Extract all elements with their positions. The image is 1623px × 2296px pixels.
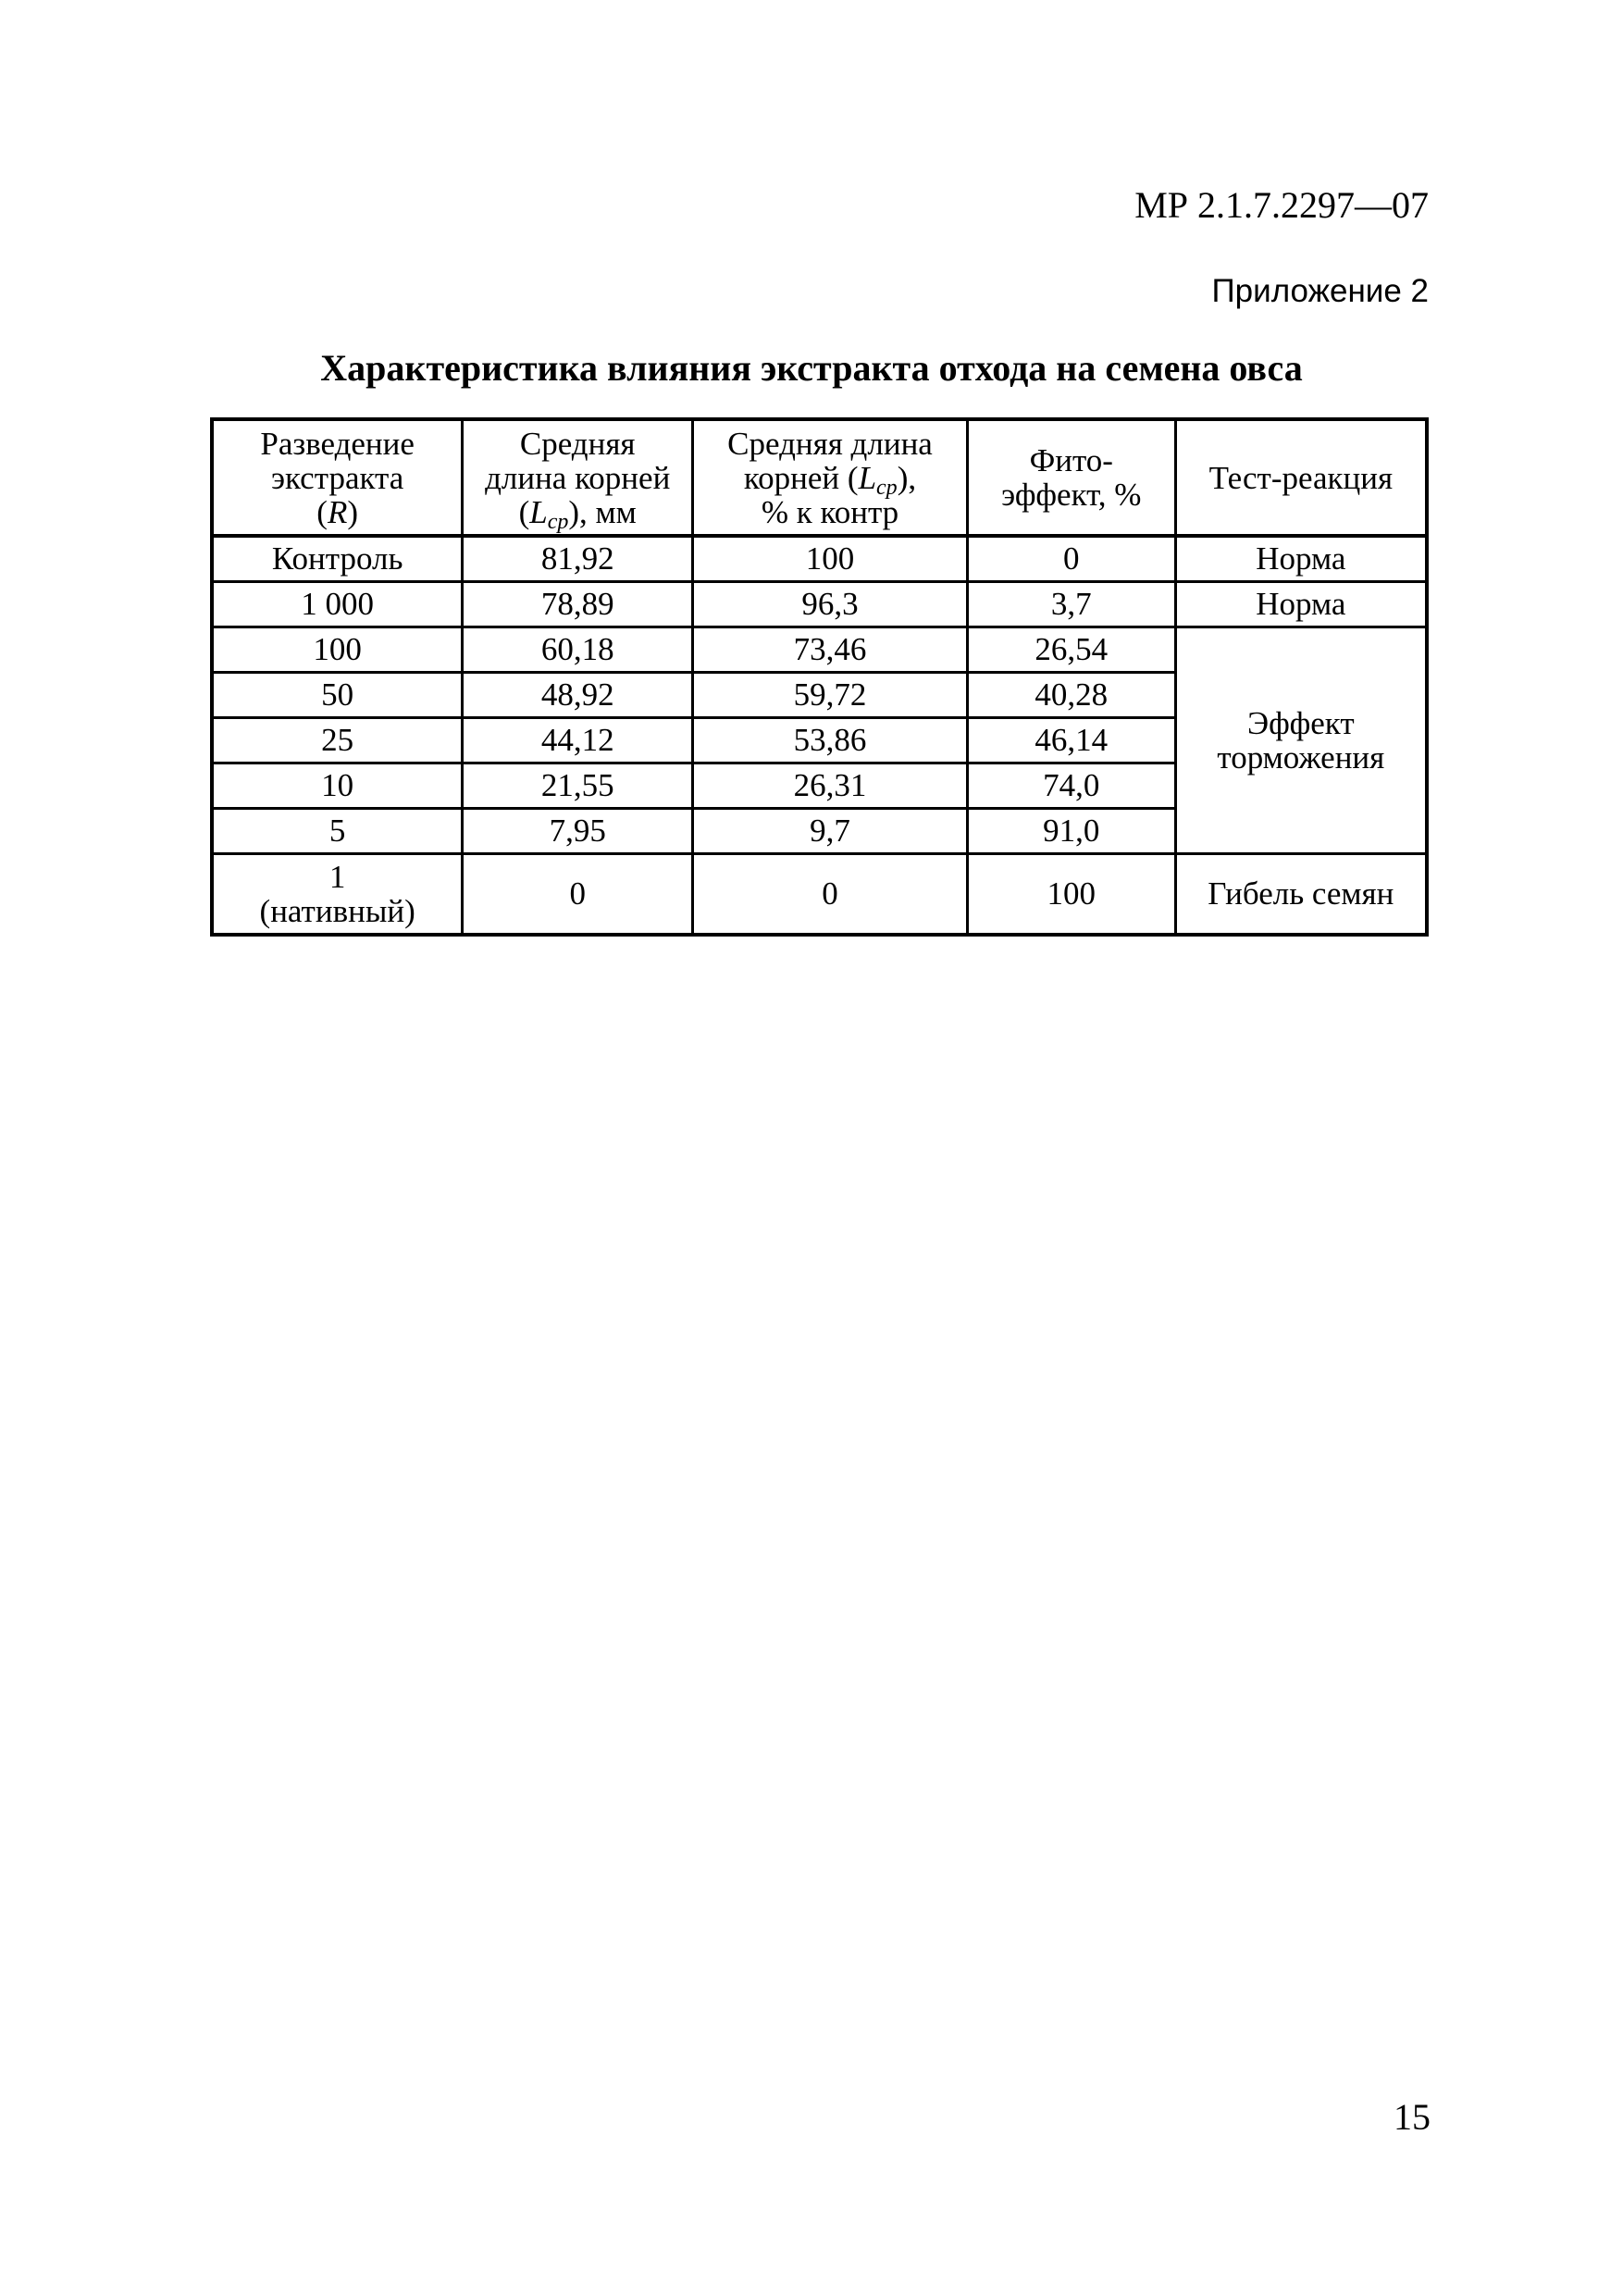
cell-length-mm: 81,92	[463, 536, 693, 581]
cell-dilution: 5	[212, 808, 463, 853]
cell-length-mm: 60,18	[463, 627, 693, 672]
cell-dilution: 100	[212, 627, 463, 672]
cell-phytoeffect: 40,28	[967, 672, 1175, 717]
cell-length-pct: 0	[693, 853, 968, 935]
cell-length-mm: 0	[463, 853, 693, 935]
appendix-label: Приложение 2	[1211, 273, 1429, 309]
page-number: 15	[1394, 2096, 1431, 2138]
table-header	[212, 419, 1427, 536]
cell-phytoeffect: 3,7	[967, 581, 1175, 627]
cell-length-pct: 9,7	[693, 808, 968, 853]
cell-dilution: 10	[212, 763, 463, 808]
cell-length-pct: 53,86	[693, 717, 968, 763]
header-root-length-mm: Средняя длина корней $(L_{ср})$, мм	[463, 419, 693, 536]
header-row	[212, 419, 1427, 536]
cell-length-mm: 44,12	[463, 717, 693, 763]
table-title: Характеристика влияния экстракта отхода на семена овса	[320, 347, 1303, 389]
cell-length-mm: 78,89	[463, 581, 693, 627]
cell-phytoeffect: 100	[967, 853, 1175, 935]
cell-dilution: Контроль	[212, 536, 463, 581]
cell-reaction: Норма	[1175, 536, 1427, 581]
cell-length-pct: 26,31	[693, 763, 968, 808]
cell-dilution: 1 (нативный)	[212, 853, 463, 935]
cell-length-pct: 100	[693, 536, 968, 581]
cell-reaction-merged: Эффект торможения	[1175, 627, 1427, 853]
cell-length-mm: 7,95	[463, 808, 693, 853]
header-phytoeffect: Фито- эффект, %	[967, 419, 1175, 536]
table-row	[212, 627, 1427, 672]
cell-phytoeffect: 0	[967, 536, 1175, 581]
table-row	[212, 581, 1427, 627]
cell-phytoeffect: 91,0	[967, 808, 1175, 853]
cell-length-pct: 73,46	[693, 627, 968, 672]
cell-length-mm: 48,92	[463, 672, 693, 717]
cell-reaction: Норма	[1175, 581, 1427, 627]
table-body	[212, 536, 1427, 935]
cell-length-pct: 96,3	[693, 581, 968, 627]
header-test-reaction: Тест-реакция	[1175, 419, 1427, 536]
cell-phytoeffect: 26,54	[967, 627, 1175, 672]
cell-dilution: 50	[212, 672, 463, 717]
document-code: МР 2.1.7.2297—07	[1134, 184, 1429, 226]
cell-length-mm: 21,55	[463, 763, 693, 808]
table-row	[212, 853, 1427, 935]
data-table	[210, 417, 1429, 937]
header-dilution: Разведение экстракта (R)	[212, 419, 463, 536]
cell-phytoeffect: 46,14	[967, 717, 1175, 763]
cell-dilution: 1 000	[212, 581, 463, 627]
cell-dilution: 25	[212, 717, 463, 763]
cell-phytoeffect: 74,0	[967, 763, 1175, 808]
cell-length-pct: 59,72	[693, 672, 968, 717]
cell-reaction: Гибель семян	[1175, 853, 1427, 935]
table-row	[212, 536, 1427, 581]
header-root-length-pct: Средняя длина корней $(L_{ср})$, % к контр	[693, 419, 968, 536]
